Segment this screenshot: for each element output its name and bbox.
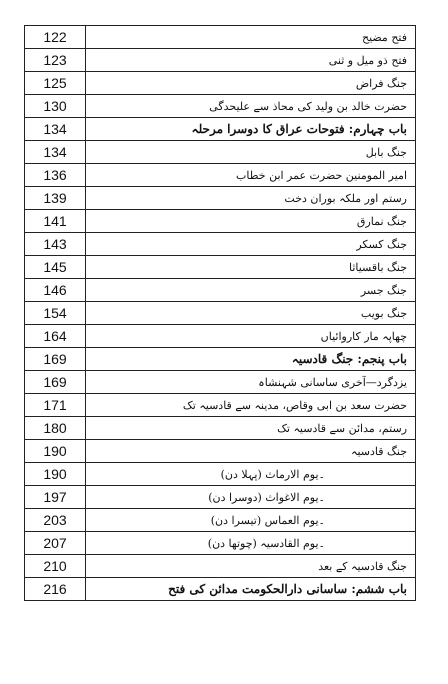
entry-title: جنگ نمارق <box>86 210 416 233</box>
table-row <box>25 509 416 532</box>
table-row <box>25 463 416 486</box>
table-row <box>25 210 416 233</box>
table-row <box>25 348 416 371</box>
entry-title: ۔یوم الاغواث (دوسرا دن) <box>86 486 416 509</box>
entry-title: جنگ فراض <box>86 72 416 95</box>
entry-title: امیر المومنین حضرت عمر ابن خطاب <box>86 164 416 187</box>
entry-title: جنگ کسکر <box>86 233 416 256</box>
page-number: 169 <box>25 348 86 371</box>
entry-title: ۔یوم الارماث (پہلا دن) <box>86 463 416 486</box>
entry-title: جنگ جسر <box>86 279 416 302</box>
entry-title: رستم اور ملکہ بوران دخت <box>86 187 416 210</box>
page-number: 139 <box>25 187 86 210</box>
table-row <box>25 302 416 325</box>
table-row <box>25 141 416 164</box>
table-row <box>25 532 416 555</box>
page-number: 134 <box>25 141 86 164</box>
table-of-contents <box>24 25 416 601</box>
page-number: 146 <box>25 279 86 302</box>
table-row <box>25 256 416 279</box>
page-number: 123 <box>25 49 86 72</box>
page-number: 190 <box>25 463 86 486</box>
page-number: 207 <box>25 532 86 555</box>
page-number: 134 <box>25 118 86 141</box>
page-number: 143 <box>25 233 86 256</box>
entry-title: جنگ قادسیہ <box>86 440 416 463</box>
table-row <box>25 187 416 210</box>
table-row <box>25 417 416 440</box>
table-row <box>25 325 416 348</box>
entry-title: یزدگرد—آخری ساسانی شہنشاہ <box>86 371 416 394</box>
chapter-heading: باب چہارم: فتوحات عراق کا دوسرا مرحلہ <box>86 118 416 141</box>
entry-title: فتح مضیح <box>86 26 416 49</box>
table-row <box>25 164 416 187</box>
table-row <box>25 486 416 509</box>
entry-title: رستم، مدائن سے قادسیہ تک <box>86 417 416 440</box>
page-number: 130 <box>25 95 86 118</box>
entry-title: ۔یوم العماس (تیسرا دن) <box>86 509 416 532</box>
page-number: 122 <box>25 26 86 49</box>
page-number: 203 <box>25 509 86 532</box>
page-number: 190 <box>25 440 86 463</box>
entry-title: جنگ باقسیاثا <box>86 256 416 279</box>
table-row <box>25 49 416 72</box>
page-number: 141 <box>25 210 86 233</box>
page-number: 154 <box>25 302 86 325</box>
entry-title: حضرت خالد بن ولید کی محاذ سے علیحدگی <box>86 95 416 118</box>
page-number: 210 <box>25 555 86 578</box>
page-number: 197 <box>25 486 86 509</box>
toc-body <box>25 26 416 601</box>
table-row <box>25 440 416 463</box>
table-row <box>25 118 416 141</box>
entry-title: جنگ بویب <box>86 302 416 325</box>
table-row <box>25 26 416 49</box>
table-row <box>25 371 416 394</box>
page-number: 180 <box>25 417 86 440</box>
table-row <box>25 72 416 95</box>
table-row <box>25 394 416 417</box>
table-row <box>25 95 416 118</box>
table-row <box>25 233 416 256</box>
entry-title: فتح ذو میل و ثنی <box>86 49 416 72</box>
chapter-heading: باب ششم: ساسانی دارالحکومت مدائن کی فتح <box>86 578 416 601</box>
table-row <box>25 578 416 601</box>
chapter-heading: باب پنجم: جنگ قادسیہ <box>86 348 416 371</box>
page-number: 164 <box>25 325 86 348</box>
entry-title: ۔یوم القادسیہ (چوتھا دن) <box>86 532 416 555</box>
page-number: 145 <box>25 256 86 279</box>
page-number: 216 <box>25 578 86 601</box>
entry-title: جنگ قادسیہ کے بعد <box>86 555 416 578</box>
page-number: 125 <box>25 72 86 95</box>
table-row <box>25 279 416 302</box>
page-number: 171 <box>25 394 86 417</box>
page-number: 136 <box>25 164 86 187</box>
entry-title: جنگ بابل <box>86 141 416 164</box>
entry-title: چھاپہ مار کاروائیاں <box>86 325 416 348</box>
table-row <box>25 555 416 578</box>
page-number: 169 <box>25 371 86 394</box>
entry-title: حضرت سعد بن ابی وقاص، مدینہ سے قادسیہ تک <box>86 394 416 417</box>
